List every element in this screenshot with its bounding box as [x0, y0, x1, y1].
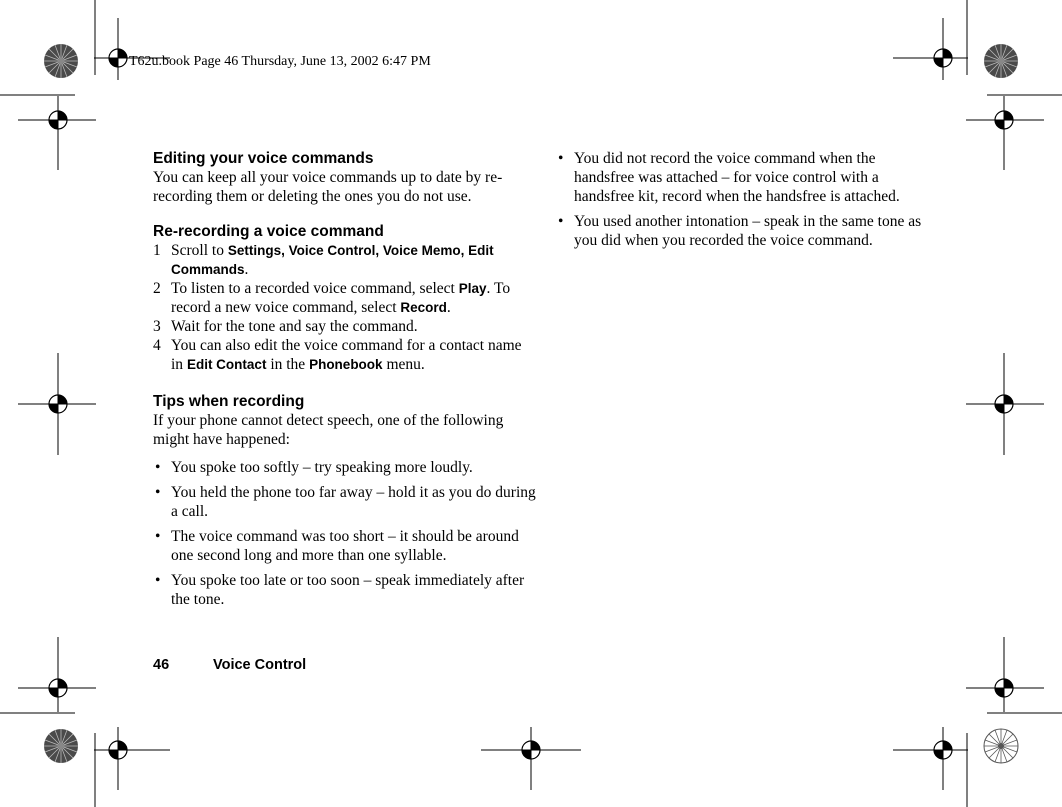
step-item	[153, 241, 537, 279]
step-text: To listen to a recorded voice command, select	[171, 280, 459, 297]
step-number: 1	[153, 242, 161, 259]
bullet-text: The voice command was too short – it should be around one second long and more than one syllable.	[171, 528, 519, 564]
step-text: .	[446, 299, 451, 316]
section-heading-editing: Editing your voice commands	[153, 150, 374, 167]
step-text: menu.	[382, 356, 425, 373]
page-number: 46	[153, 657, 170, 673]
step-number: 4	[153, 337, 161, 354]
section-heading-tips: Tips when recording	[153, 393, 305, 410]
step-item	[153, 317, 537, 336]
step-text: in the	[266, 356, 310, 373]
step-text: .	[244, 261, 249, 278]
menu-option: Play	[458, 281, 487, 296]
step-number: 2	[153, 280, 161, 297]
bullet-text: You held the phone too far away – hold it as you do during a call.	[171, 484, 536, 520]
menu-option: Edit Contact	[186, 357, 267, 372]
right-column	[556, 149, 936, 250]
file-stamp: T62u.book Page 46 Thursday, June 13, 2002 6:47 PM	[129, 54, 431, 69]
bullet-item	[153, 571, 537, 609]
step-text: . To record a new voice command, select	[171, 280, 511, 316]
chapter-title: Voice Control	[213, 657, 307, 673]
bullet-item	[556, 212, 936, 250]
step-item	[153, 336, 537, 374]
bullet-glyph: •	[558, 150, 564, 167]
bullet-text: You used another intonation – speak in the same tone as you did when you recorded the voice command.	[574, 213, 922, 249]
section-intro-tips: If your phone cannot detect speech, one of the following might have happened:	[153, 412, 504, 448]
menu-option: Phonebook	[309, 357, 383, 372]
step-number: 3	[153, 318, 161, 335]
menu-option: Record	[400, 300, 447, 315]
bullet-item	[153, 458, 537, 477]
bullet-glyph: •	[155, 459, 161, 476]
bullet-text: You spoke too late or too soon – speak immediately after the tone.	[171, 572, 525, 608]
bullet-glyph: •	[155, 528, 161, 545]
step-item	[153, 279, 537, 317]
bullet-glyph: •	[558, 213, 564, 230]
bullet-glyph: •	[155, 572, 161, 589]
bullet-item	[153, 527, 537, 565]
step-text: Wait for the tone and say the command.	[171, 318, 418, 335]
left-column	[153, 149, 537, 609]
step-text: Scroll to	[171, 242, 228, 259]
bullet-item	[153, 483, 537, 521]
bullet-glyph: •	[155, 484, 161, 501]
step-text: You can also edit the voice command for a contact name in	[171, 337, 522, 373]
section-body-editing: You can keep all your voice commands up to date by re-recording them or deleting the ones you do not use.	[153, 169, 503, 205]
bullet-text: You did not record the voice command when the handsfree was attached – for voice control with a handsfree kit, record when the handsfree is attached.	[574, 150, 900, 205]
menu-path: Settings, Voice Control, Voice Memo, Edit Commands	[171, 243, 494, 277]
section-heading-rerecording: Re-recording a voice command	[153, 223, 384, 240]
bullet-text: You spoke too softly – try speaking more loudly.	[171, 459, 473, 476]
bullet-item	[556, 149, 936, 206]
